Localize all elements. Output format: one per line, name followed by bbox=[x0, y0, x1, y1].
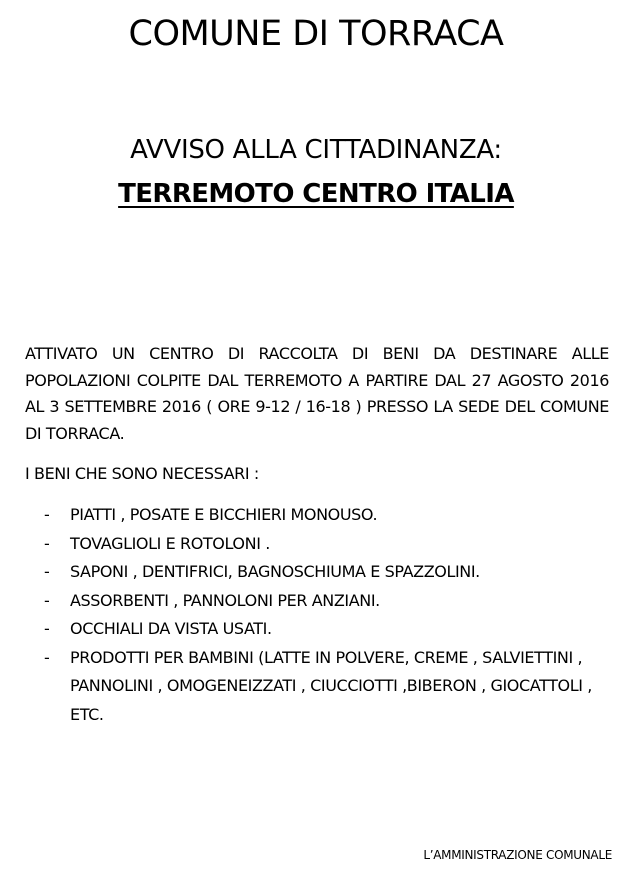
page-title: COMUNE DI TORRACA bbox=[128, 14, 504, 54]
list-bullet: - bbox=[44, 619, 50, 638]
list-bullet: - bbox=[44, 505, 50, 524]
list-bullet: - bbox=[44, 562, 50, 581]
notice-paragraph: ATTIVATO UN CENTRO DI RACCOLTA DI BENI DA DESTINARE ALLE POPOLAZIONI COLPITE DAL TERREMOTO A PARTIRE DAL 27 AGOSTO 2016 AL 3 SETTEMBRE 2016 ( ORE 9-12 / 16-18 ) PRESSO LA SEDE DEL COMUNE DI TORRACA. bbox=[25, 344, 609, 443]
list-item bbox=[44, 587, 604, 616]
list-item-text: OCCHIALI DA VISTA USATI. bbox=[70, 619, 272, 638]
list-item bbox=[44, 558, 604, 587]
list-bullet: - bbox=[44, 647, 50, 667]
list-item-text: PRODOTTI PER BAMBINI (LATTE IN POLVERE, CREME , SALVIETTINI , PANNOLINI , OMOGENEIZZATI , CIUCCIOTTI ,BIBERON , GIOCATTOLI , ETC. bbox=[70, 647, 592, 724]
notice-headline-text: TERREMOTO CENTRO ITALIA bbox=[118, 179, 514, 209]
list-item-text: SAPONI , DENTIFRICI, BAGNOSCHIUMA E SPAZZOLINI. bbox=[70, 562, 480, 581]
signature: L’AMMINISTRAZIONE COMUNALE bbox=[423, 848, 612, 862]
needed-items-list bbox=[44, 501, 604, 729]
notice-subtitle: AVVISO ALLA CITTADINANZA: bbox=[130, 135, 502, 165]
list-item bbox=[44, 501, 604, 530]
list-item bbox=[44, 615, 604, 644]
list-bullet: - bbox=[44, 533, 50, 553]
list-item-text: ASSORBENTI , PANNOLONI PER ANZIANI. bbox=[70, 590, 380, 610]
notice-headline bbox=[0, 177, 632, 211]
needed-items-intro: I BENI CHE SONO NECESSARI : bbox=[25, 464, 259, 483]
list-item bbox=[44, 644, 604, 730]
list-item bbox=[44, 530, 604, 559]
list-bullet: - bbox=[44, 590, 50, 610]
list-item-text: PIATTI , POSATE E BICCHIERI MONOUSO. bbox=[70, 505, 378, 524]
list-item-text: TOVAGLIOLI E ROTOLONI . bbox=[70, 533, 270, 553]
